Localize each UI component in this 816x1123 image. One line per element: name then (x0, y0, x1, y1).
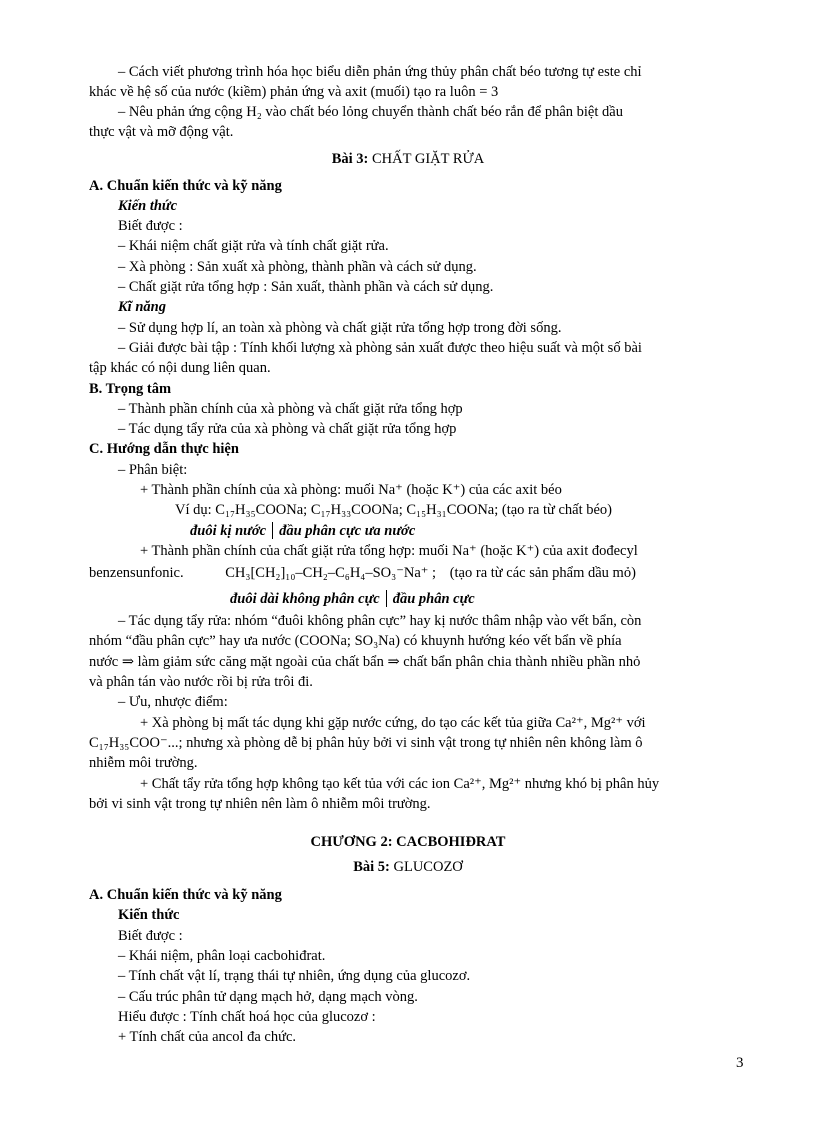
soap-example: Ví dụ: C₁₇H₃₅COONa; C₁₇H₃₃COONa; C₁₅H₃₁COONa; (tạo ra từ chất béo) (175, 502, 613, 518)
skill-item-2-cont: tập khác có nội dung liên quan. (89, 360, 271, 376)
pros-cons-2: C₁₇H₃₅COO⁻...; nhưng xà phòng dễ bị phân hủy bởi vi sinh vật trong tự nhiên nên không làm ô (89, 735, 643, 751)
hydrophobic-tail-label: đuôi kị nước (190, 523, 267, 539)
intro-line-3: – Nêu phản ứng cộng H₂ vào chất béo lỏng chuyển thành chất béo rắn để phân biệt dầu (118, 104, 623, 120)
intro-line-1: – Cách viết phương trình hóa học biểu diễn phản ứng thủy phân chất béo tương tự este chỉ (118, 64, 642, 80)
hydrophilic-head-label: đầu phân cực ưa nước (279, 523, 416, 539)
chapter-2-title: CHƯƠNG 2: CACBOHIĐRAT (310, 834, 506, 850)
polar-head-label: đầu phân cực (392, 591, 475, 607)
lesson-5-know-intro: Biết được : (118, 928, 183, 944)
detergent-formula: CH₃[CH₂]₁₀–CH₂–C₆H₄–SO₃⁻Na⁺ ; (225, 565, 437, 581)
soap-composition: + Thành phần chính của xà phòng: muối Na⁺ (hoặc K⁺) của các axit béo (140, 482, 562, 498)
detergent-origin: (tạo ra từ các sản phẩm dầu mỏ) (449, 565, 636, 581)
glucose-item-1: – Khái niệm, phân loại cacbohiđrat. (118, 948, 326, 964)
focus-item-2: – Tác dụng tẩy rửa của xà phòng và chất giặt rửa tổng hợp (118, 421, 457, 437)
detergent-formula-line (89, 565, 636, 582)
annotation-divider (386, 590, 387, 607)
page-number: 3 (736, 1055, 744, 1071)
soap-annotation (190, 522, 415, 540)
know-item-2: – Xà phòng : Sản xuất xà phòng, thành phần và cách sử dụng. (118, 259, 477, 275)
lesson-3-heading (0, 151, 816, 168)
detergent-composition: + Thành phần chính của chất giặt rửa tổng hợp: muối Na⁺ (hoặc K⁺) của axit đođecyl (140, 543, 638, 559)
skill-item-1: – Sử dụng hợp lí, an toàn xà phòng và chất giặt rửa tổng hợp trong đời sống. (118, 320, 562, 336)
skill-item-2: – Giải được bài tập : Tính khối lượng xà phòng sản xuất được theo hiệu suất và một số bài (118, 340, 642, 356)
pros-cons-4: + Chất tẩy rửa tổng hợp không tạo kết tủa với các ion Ca²⁺, Mg²⁺ nhưng khó bị phân hủy (140, 776, 660, 792)
cleaning-action-1: – Tác dụng tẩy rửa: nhóm “đuôi không phân cực” hay kị nước thâm nhập vào vết bẩn, còn (118, 613, 642, 629)
lesson-3-section-c: C. Hướng dẫn thực hiện (89, 441, 239, 457)
pros-cons-1: + Xà phòng bị mất tác dụng khi gặp nước cứng, do tạo các kết tủa giữa Ca²⁺, Mg²⁺ với (140, 715, 646, 731)
knowledge-heading: Kiến thức (118, 198, 178, 214)
lesson-5-label: Bài 5: (353, 859, 390, 875)
pros-cons-5: bởi vi sinh vật trong tự nhiên nên làm ô nhiễm môi trường. (89, 796, 431, 812)
lesson-5-title: GLUCOZƠ (393, 859, 463, 875)
know-item-3: – Chất giặt rửa tổng hợp : Sản xuất, thành phần và cách sử dụng. (118, 279, 494, 295)
lesson-3-section-a: A. Chuẩn kiến thức và kỹ năng (89, 178, 282, 194)
glucose-item-3: – Cấu trúc phân tử dạng mạch hở, dạng mạch vòng. (118, 989, 418, 1005)
understand-item-1: + Tính chất của ancol đa chức. (118, 1029, 297, 1045)
cleaning-action-4: và phân tán vào nước rồi bị rửa trôi đi. (89, 674, 313, 690)
skills-heading: Kĩ năng (118, 299, 166, 315)
understand-intro: Hiểu được : Tính chất hoá học của glucozơ : (118, 1009, 376, 1025)
cleaning-action-3: nước ⇒ làm giảm sức căng mặt ngoài của chất bẩn ⇒ chất bẩn phân chia thành nhiều phần nhỏ (89, 654, 641, 670)
annotation-divider (272, 522, 273, 539)
detergent-annotation (230, 590, 475, 608)
distinguish-label: – Phân biệt: (118, 462, 188, 478)
intro-line-4: thực vật và mỡ động vật. (89, 124, 234, 140)
nonpolar-tail-label: đuôi dài không phân cực (230, 591, 380, 607)
lesson-3-label: Bài 3: (331, 151, 369, 167)
lesson-3-title: CHẤT GIẶT RỬA (372, 151, 485, 167)
know-item-1: – Khái niệm chất giặt rửa và tính chất giặt rửa. (118, 238, 389, 254)
know-intro: Biết được : (118, 218, 183, 234)
pros-cons-label: – Ưu, nhược điểm: (118, 694, 228, 710)
focus-item-1: – Thành phần chính của xà phòng và chất giặt rửa tổng hợp (118, 401, 463, 417)
lesson-5-heading (0, 859, 816, 876)
intro-line-2: khác về hệ số của nước (kiềm) phản ứng và axit (muối) tạo ra luôn = 3 (89, 84, 499, 100)
glucose-item-2: – Tính chất vật lí, trạng thái tự nhiên, ứng dụng của glucozơ. (118, 968, 471, 984)
lesson-5-section-a: A. Chuẩn kiến thức và kỹ năng (89, 887, 282, 903)
lesson-3-section-b: B. Trọng tâm (89, 381, 172, 397)
lesson-5-knowledge-heading: Kiến thức (118, 907, 180, 923)
benzensunfonic-word: benzensunfonic. (89, 565, 184, 581)
cleaning-action-2: nhóm “đầu phân cực” hay ưa nước (COONa; SO₃Na) có khuynh hướng kéo vết bẩn về phía (89, 633, 622, 649)
pros-cons-3: nhiễm môi trường. (89, 755, 198, 771)
